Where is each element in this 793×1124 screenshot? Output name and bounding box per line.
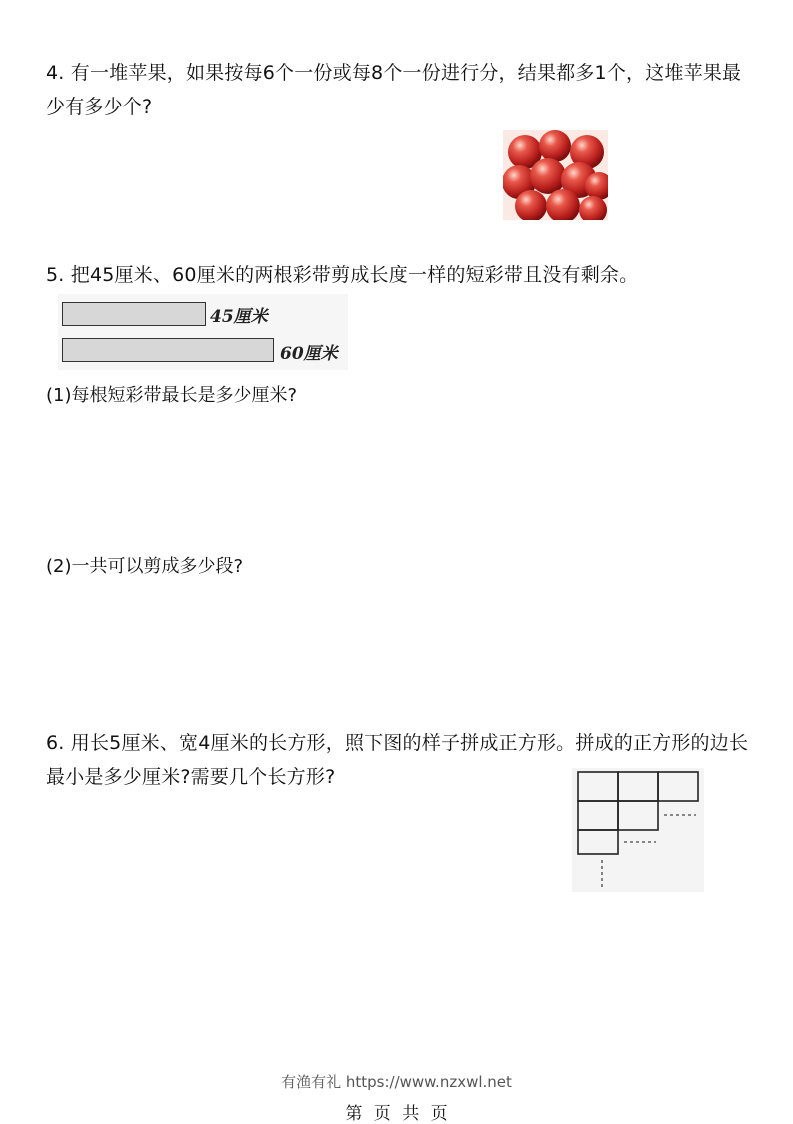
tile-row1-col2: [618, 772, 658, 801]
question-5-sub-1: (1)每根短彩带最长是多少厘米?: [46, 385, 298, 406]
question-5-text: 5. 把45厘米、60厘米的两根彩带剪成长度一样的短彩带且没有剩余。: [46, 264, 639, 286]
tile-row1-col1: [578, 772, 618, 801]
rectangle-tiling-figure: [572, 768, 704, 892]
footer-website: 有渔有礼 https://www.nzxwl.net: [281, 1073, 512, 1091]
tile-row3-col1: [578, 830, 618, 854]
ribbon-short: [62, 302, 206, 326]
question-5-sub-2: (2)一共可以剪成多少段?: [46, 556, 244, 577]
apples-photo: [503, 130, 608, 220]
ribbon-short-label: 45厘米: [210, 307, 268, 327]
tile-row2-col2: [618, 801, 658, 830]
ribbon-figure: [58, 294, 348, 370]
ribbon-long: [62, 338, 274, 362]
ribbon-long-label: 60厘米: [280, 344, 338, 364]
question-4-text: 4. 有一堆苹果，如果按每6个一份或每8个一份进行分，结果都多1个，这堆苹果最少有多少个?: [46, 62, 742, 118]
tile-row1-col3: [658, 772, 698, 801]
footer-page-number: 第 页 共 页: [345, 1104, 448, 1124]
tile-row2-col1: [578, 801, 618, 830]
question-6-text: 6. 用长5厘米、宽4厘米的长方形，照下图的样子拼成正方形。拼成的正方形的边长最小是多少厘米?需要几个长方形?: [46, 732, 749, 788]
